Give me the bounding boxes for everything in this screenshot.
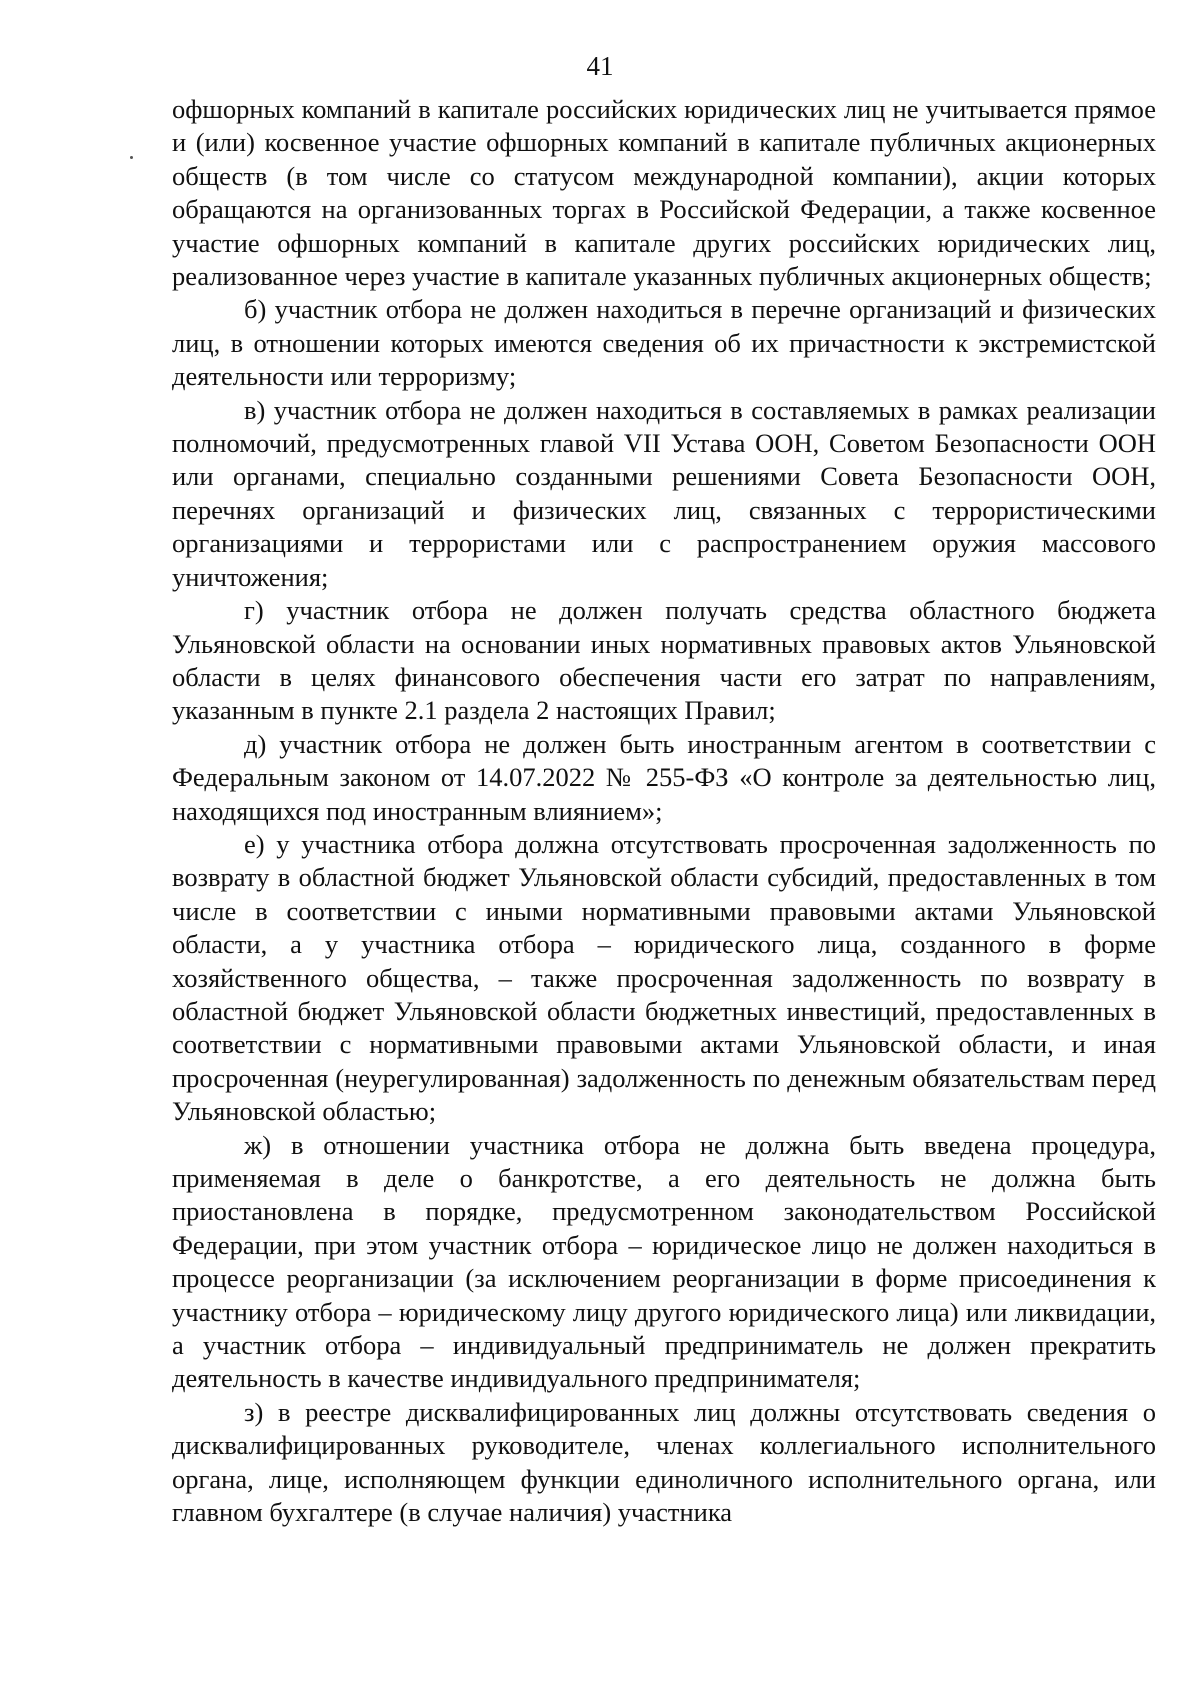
document-body xyxy=(172,93,1156,1529)
paragraph-item-g: г) участник отбора не должен получать средства областного бюджета Ульяновской области на основании иных нормативных правовых актов Ульяновской области в целях финансового обеспечения части его затрат по направлениям, указанным в пункте 2.1 раздела 2 настоящих Правил; xyxy=(172,595,1156,726)
page-number: 41 xyxy=(586,51,614,81)
paragraph-item-z: з) в реестре дисквалифицированных лиц должны отсутствовать сведения о дисквалифицированных руководителе, членах коллегиального исполнительного органа, лице, исполняющем функции единоличного исполнительного органа, или главном бухгалтере (в случае наличия) участника xyxy=(172,1396,1156,1528)
paragraph-item-e: е) у участника отбора должна отсутствовать просроченная задолженность по возврату в областной бюджет Ульяновской области субсидий, предоставленных в том числе в соответствии с иными нормативными правовыми актами Ульяновской области, а у участника отбора – юридического лица, созданного в форме хозяйственного общества, – также просроченная задолженность по возврату в областной бюджет Ульяновской области бюджетных инвестиций, предоставленных в соответствии с нормативными правовыми актами Ульяновской области, и иная просроченная (неурегулированная) задолженность по денежным обязательствам перед Ульяновской областью; xyxy=(172,828,1156,1127)
paragraph-item-d: д) участник отбора не должен быть иностранным агентом в соответствии с Федеральным законом от 14.07.2022 № 255-ФЗ «О контроле за деятельностью лиц, находящихся под иностранным влиянием»; xyxy=(172,728,1156,826)
paragraph-item-zh: ж) в отношении участника отбора не должна быть введена процедура, применяемая в деле о банкротстве, а его деятельность не должна быть приостановлена в порядке, предусмотренном законодательством Российской Федерации, при этом участник отбора – юридическое лицо не должен находиться в процессе реорганизации (за исключением реорганизации в форме присоединения к участнику отбора – юридическому лицу другого юридического лица) или ликвидации, а участник отбора – индивидуальный предприниматель не должен прекратить деятельность в качестве индивидуального предпринимателя; xyxy=(172,1129,1156,1394)
paragraph-item-v: в) участник отбора не должен находиться в составляемых в рамках реализации полномочий, предусмотренных главой VII Устава ООН, Советом Безопасности ООН или органами, специально созданными решениями Совета Безопасности ООН, перечнях организаций и физических лиц, связанных с террористическими организациями и террористами или с распространением оружия массового уничтожения; xyxy=(172,394,1156,592)
paragraph-item-b: б) участник отбора не должен находиться в перечне организаций и физических лиц, в отношении которых имеются сведения об их причастности к экстремистской деятельности или терроризму; xyxy=(172,294,1156,392)
paragraph-continuation: офшорных компаний в капитале российских юридических лиц не учитывается прямое и (или) косвенное участие офшорных компаний в капитале публичных акционерных обществ (в том числе со статусом международной компании), акции которых обращаются на организованных торгах в Российской Федерации, а также косвенное участие офшорных компаний в капитале других российских юридических лиц, реализованное через участие в капитале указанных публичных акционерных обществ; xyxy=(172,94,1156,292)
scan-speck xyxy=(130,156,133,159)
